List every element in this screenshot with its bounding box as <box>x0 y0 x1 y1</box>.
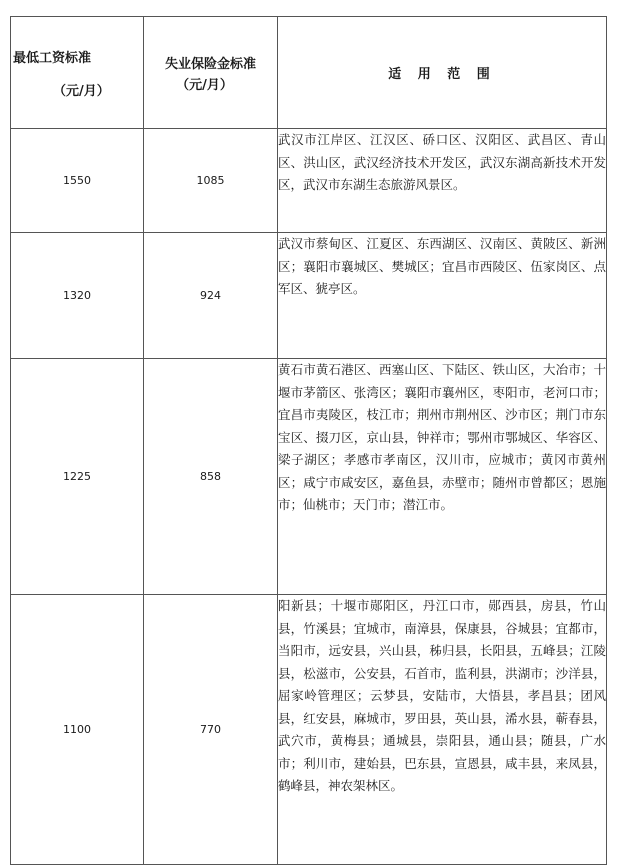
scope-cell: 黄石市黄石港区、西塞山区、下陆区、铁山区，大冶市；十堰市茅箭区、张湾区；襄阳市襄州区，枣阳市，老河口市；宜昌市夷陵区，枝江市；荆州市荆州区、沙市区；荆门市东宝区、掇刀区，京山县，钟祥市；鄂州市鄂城区、华容区、梁子湖区；孝感市孝南区，汉川市，应城市；黄冈市黄州区；咸宁市咸安区，嘉鱼县，赤壁市；随州市曾都区；恩施市；仙桃市；天门市；潜江市。 <box>278 359 607 595</box>
table-row <box>11 129 607 233</box>
min-wage-cell: 1550 <box>11 129 144 233</box>
header-unemployment <box>144 17 278 129</box>
unemployment-cell: 1085 <box>144 129 278 233</box>
unemployment-cell: 858 <box>144 359 278 595</box>
min-wage-cell: 1225 <box>11 359 144 595</box>
unemployment-cell: 770 <box>144 595 278 865</box>
header-row <box>11 17 607 129</box>
header-min-wage-unit: （元/月） <box>53 83 110 99</box>
scope-cell: 阳新县；十堰市郧阳区，丹江口市，郧西县，房县，竹山县，竹溪县；宜城市，南漳县，保康县，谷城县；宜都市，当阳市，远安县，兴山县，秭归县，长阳县，五峰县；江陵县，松滋市，公安县，石首市，监利县，洪湖市；沙洋县，屈家岭管理区；云梦县，安陆市，大悟县，孝昌县；团风县，红安县，麻城市，罗田县，英山县，浠水县，蕲春县，武穴市，黄梅县；通城县，崇阳县，通山县；随县，广水市；利川市，建始县，巴东县，宣恩县，咸丰县，来凤县，鹤峰县，神农架林区。 <box>278 595 607 865</box>
table-row <box>11 359 607 595</box>
min-wage-cell: 1320 <box>11 233 144 359</box>
header-unemployment-title: 失业保险金标准 <box>164 56 256 72</box>
scope-cell: 武汉市蔡甸区、江夏区、东西湖区、汉南区、黄陂区、新洲区；襄阳市襄城区、樊城区；宜昌市西陵区、伍家岗区、点军区、猇亭区。 <box>278 233 607 359</box>
header-min-wage <box>11 17 144 129</box>
wage-standards-table <box>10 16 607 865</box>
header-min-wage-title: 最低工资标准 <box>13 50 92 66</box>
table-row <box>11 595 607 865</box>
header-scope: 适 用 范 围 <box>278 17 607 129</box>
table-row <box>11 233 607 359</box>
unemployment-cell: 924 <box>144 233 278 359</box>
scope-cell: 武汉市江岸区、江汉区、硚口区、汉阳区、武昌区、青山区、洪山区，武汉经济技术开发区，武汉东湖高新技术开发区，武汉市东湖生态旅游风景区。 <box>278 129 607 233</box>
min-wage-cell: 1100 <box>11 595 144 865</box>
header-unemployment-unit: （元/月） <box>176 77 233 93</box>
